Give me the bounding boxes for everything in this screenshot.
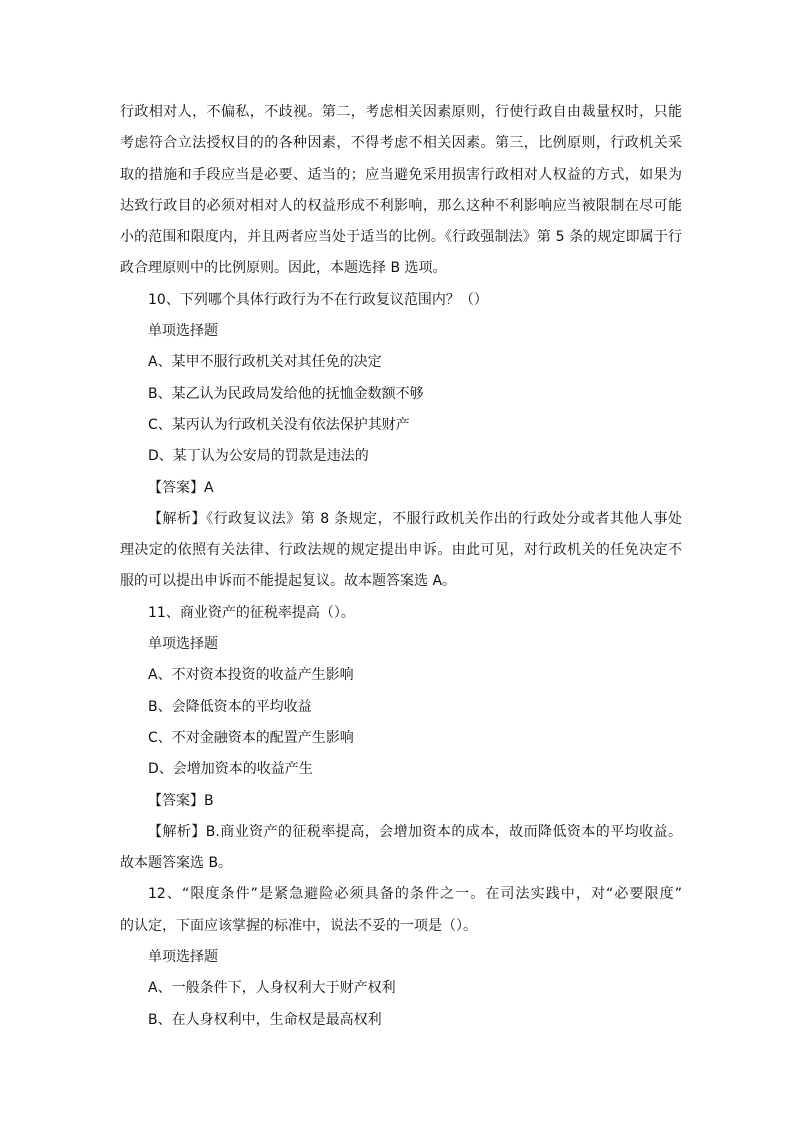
text-line: 服的可以提出申诉而不能提起复议。故本题答案选 A。 (120, 573, 457, 590)
text-line: D、会增加资本的收益产生 (148, 761, 313, 778)
text-line: 【答案】A (148, 479, 214, 496)
text-line: 【解析】B.商业资产的征税率提高，会增加资本的成本，故而降低资本的平均收益。 (148, 823, 682, 840)
text-line: B、某乙认为民政局发给他的抚恤金数额不够 (148, 385, 424, 402)
document-page (120, 97, 682, 1036)
text-line: 考虑符合立法授权目的的各种因素，不得考虑不相关因素。第三，比例原则，行政机关采 (120, 135, 682, 152)
text-line: 政合理原则中的比例原则。因此，本题选择 B 选项。 (120, 260, 447, 277)
text-line: A、某甲不服行政机关对其任免的决定 (148, 354, 382, 371)
text-line: 单项选择题 (148, 636, 218, 653)
text-line: 【解析】《行政复议法》第 8 条规定，不服行政机关作出的行政处分或者其他人事处 (148, 510, 682, 527)
text-line: 11、商业资产的征税率提高（）。 (148, 604, 355, 621)
text-line: B、会降低资本的平均收益 (148, 698, 312, 715)
text-line: 达致行政目的必须对相对人的权益形成不利影响，那么这种不利影响应当被限制在尽可能 (120, 197, 682, 214)
text-line: C、某丙认为行政机关没有依法保护其财产 (148, 416, 410, 433)
text-line: 单项选择题 (148, 323, 218, 340)
text-line: 10、下列哪个具体行政行为不在行政复议范围内？（） (148, 291, 488, 308)
text-line: 理决定的依照有关法律、行政法规的规定提出申诉。由此可见，对行政机关的任免决定不 (120, 542, 682, 559)
text-line: 取的措施和手段应当是必要、适当的；应当避免采用损害行政相对人权益的方式，如果为 (120, 166, 682, 183)
text-line: 小的范围和限度内，并且两者应当处于适当的比例。《行政强制法》第 5 条的规定即属于行 (120, 229, 682, 246)
text-line: A、不对资本投资的收益产生影响 (148, 667, 354, 684)
text-line: B、在人身权利中，生命权是最高权利 (148, 1011, 382, 1028)
text-line: 【答案】B (148, 792, 214, 809)
text-line: 的认定，下面应该掌握的标准中，说法不妥的一项是（）。 (120, 917, 477, 934)
text-line: A、一般条件下，人身权利大于财产权利 (148, 980, 396, 997)
text-line: 故本题答案选 B。 (120, 855, 233, 872)
text-line: 12、“限度条件”是紧急避险必须具备的条件之一。在司法实践中，对“必要限度” (148, 886, 682, 903)
text-line: 行政相对人，不偏私，不歧视。第二，考虑相关因素原则，行使行政自由裁量权时，只能 (120, 104, 682, 120)
text-line: C、不对金融资本的配置产生影响 (148, 729, 354, 746)
text-line: 单项选择题 (148, 949, 218, 966)
text-line: D、某丁认为公安局的罚款是违法的 (148, 448, 369, 465)
